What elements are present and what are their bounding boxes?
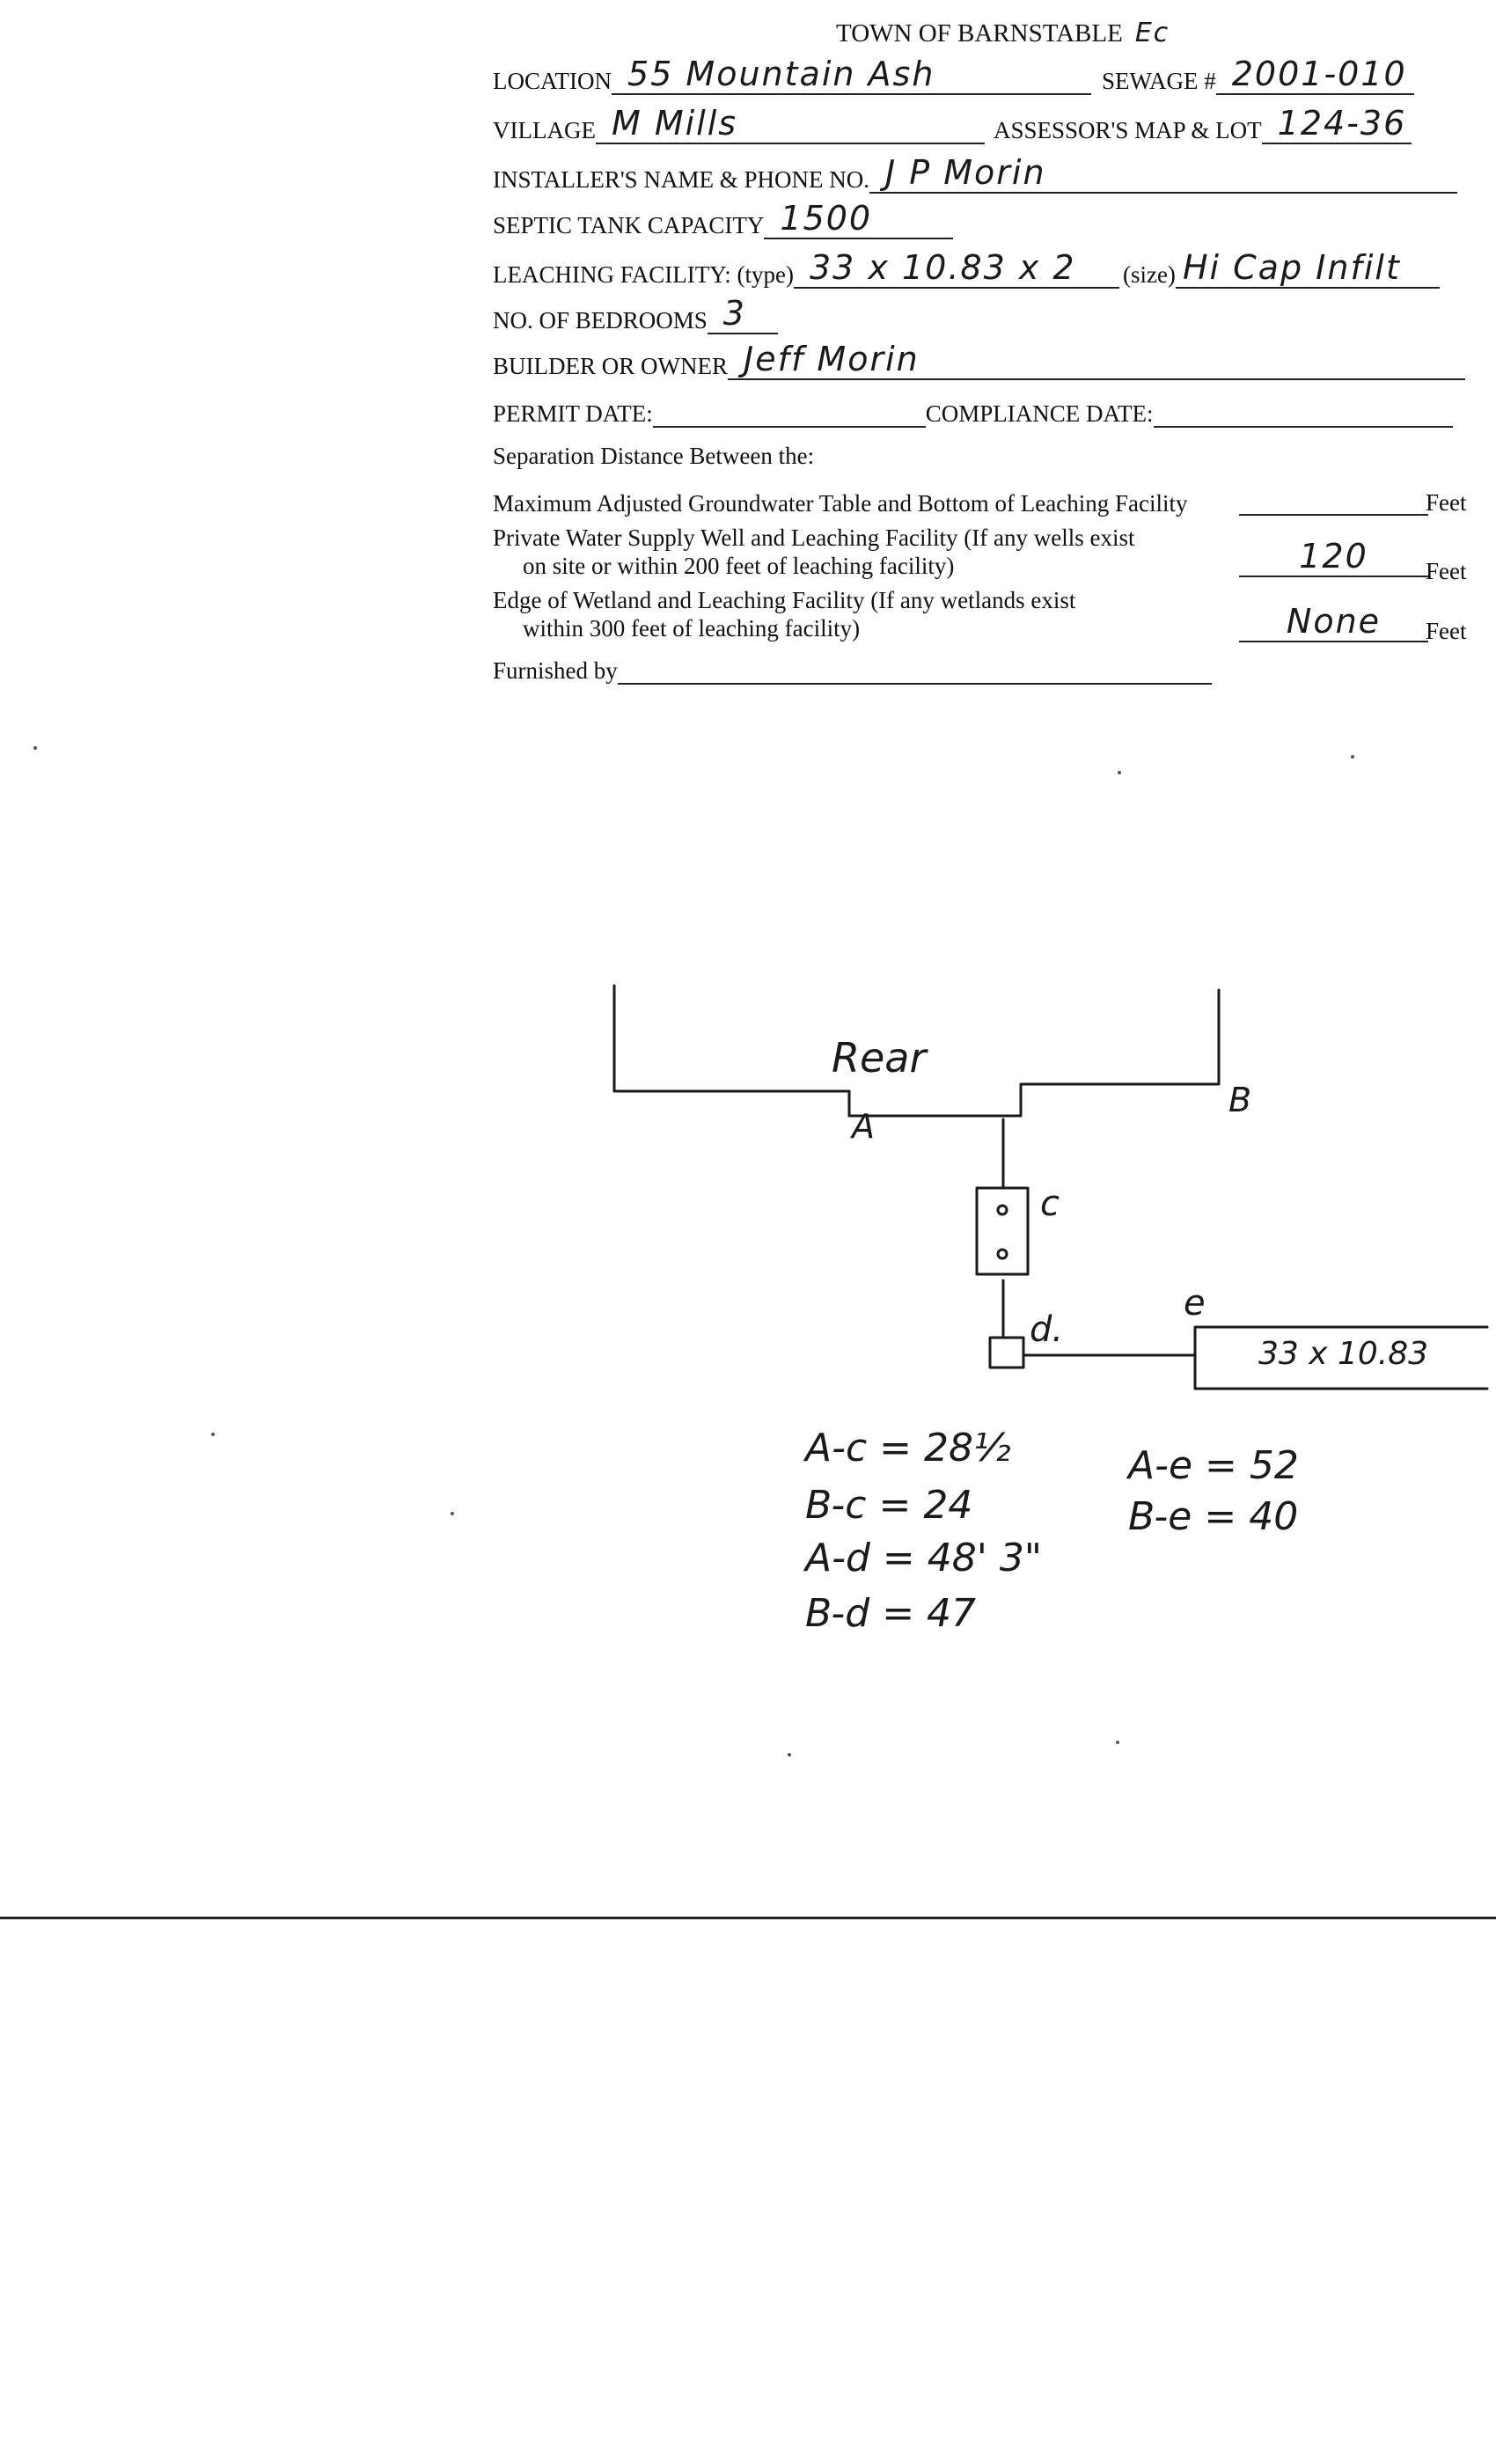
septic-label: SEPTIC TANK CAPACITY (493, 212, 765, 238)
bedrooms-label: NO. OF BEDROOMS (493, 307, 708, 334)
feet-label-1: Feet (1426, 489, 1467, 516)
assessor-value: 124-36 (1277, 104, 1407, 143)
measurement-b-c: B-c = 24 (805, 1483, 973, 1528)
permit-date-label: PERMIT DATE: (493, 400, 653, 427)
wetland-distance-value: None (1286, 602, 1382, 641)
point-c-label: c (1040, 1184, 1060, 1224)
bedrooms-value: 3 (722, 294, 746, 333)
measurement-a-c: A-c = 28½ (805, 1426, 1011, 1470)
scan-speck (788, 1753, 791, 1756)
leaching-field-dimensions: 33 x 10.83 (1258, 1336, 1429, 1372)
compliance-date-label: COMPLIANCE DATE: (925, 400, 1154, 427)
separation-row-wetland-line2: within 300 feet of leaching facility) (523, 615, 861, 642)
separation-heading: Separation Distance Between the: (493, 443, 815, 469)
scan-speck (451, 1512, 454, 1515)
sewage-value: 2001-010 (1231, 55, 1407, 93)
tank-outlet (998, 1250, 1007, 1258)
measurement-b-d: B-d = 47 (805, 1591, 977, 1636)
scan-speck (33, 746, 37, 750)
village-value: M Mills (611, 104, 738, 143)
point-b-label: B (1228, 1081, 1252, 1119)
installer-value: J P Morin (884, 153, 1046, 192)
title-handwritten-mark: Ec (1134, 18, 1170, 48)
separation-row-wetland-line1: Edge of Wetland and Leaching Facility (If any wetlands exist (493, 587, 1076, 613)
septic-tank (977, 1188, 1028, 1274)
scan-speck (1118, 771, 1121, 774)
tank-inlet (998, 1206, 1007, 1214)
measurement-b-e: B-e = 40 (1128, 1494, 1299, 1539)
leaching-size-label: (size) (1122, 261, 1176, 288)
well-distance-value: 120 (1299, 537, 1368, 576)
point-a-label: A (852, 1107, 875, 1146)
builder-label: BUILDER OR OWNER (493, 353, 728, 379)
measurement-a-e: A-e = 52 (1128, 1443, 1299, 1488)
scan-speck (1116, 1741, 1119, 1744)
point-e-label: e (1184, 1283, 1206, 1324)
furnished-label: Furnished by (493, 657, 618, 684)
separation-row-well-line2: on site or within 200 feet of leaching facility) (523, 553, 955, 579)
town-title: TOWN OF BARNSTABLE (836, 19, 1123, 48)
separation-row-groundwater: Maximum Adjusted Groundwater Table and Bottom of Leaching Facility (493, 490, 1188, 517)
location-label: LOCATION (493, 68, 612, 94)
rear-label: Rear (832, 1034, 927, 1082)
feet-label-3: Feet (1426, 618, 1467, 644)
sewage-label: SEWAGE # (1102, 68, 1216, 94)
leaching-size-value: Hi Cap Infilt (1182, 248, 1401, 287)
leaching-type-value: 33 x 10.83 x 2 (809, 248, 1076, 287)
distribution-box (990, 1338, 1023, 1368)
scan-speck (1351, 755, 1354, 759)
leaching-label: LEACHING FACILITY: (type) (493, 261, 794, 288)
scan-speck (211, 1433, 215, 1436)
feet-label-2: Feet (1426, 558, 1467, 584)
point-d-label: d. (1030, 1309, 1064, 1350)
assessor-label: ASSESSOR'S MAP & LOT (993, 117, 1262, 143)
page-bottom-rule (0, 1917, 1496, 1919)
measurement-a-d: A-d = 48' 3" (805, 1536, 1043, 1580)
builder-value: Jeff Morin (743, 340, 920, 378)
location-value: 55 Mountain Ash (627, 55, 935, 93)
separation-row-well-line1: Private Water Supply Well and Leaching Facility (If any wells exist (493, 524, 1135, 551)
septic-value: 1500 (780, 199, 873, 238)
installer-label: INSTALLER'S NAME & PHONE NO. (493, 166, 869, 193)
village-label: VILLAGE (493, 117, 596, 143)
